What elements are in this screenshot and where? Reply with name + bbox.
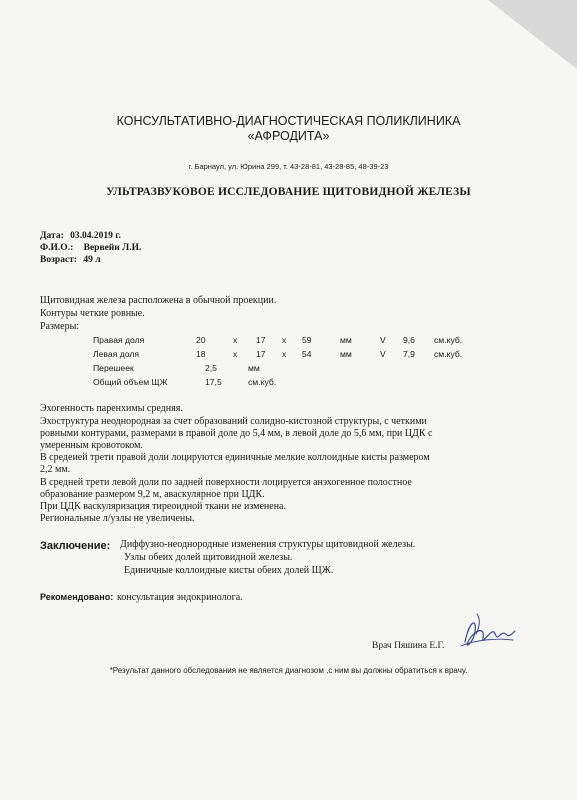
findings-line: В средней трети левой доли по задней поверхности лоцируется анэхогенное полостное — [40, 477, 412, 488]
left-lobe-d3: 54 — [302, 349, 312, 359]
age-row — [40, 255, 101, 265]
findings-line: образование размером 9,2 м, аваскулярное при ЦДК. — [40, 489, 265, 500]
right-lobe-d2: 17 — [256, 335, 266, 345]
name-label: Ф.И.О.: — [40, 243, 74, 253]
intro-line: Контуры четкие ровные. — [40, 308, 145, 319]
conclusion-label: Заключение: — [40, 540, 111, 552]
name-row — [40, 243, 141, 253]
right-lobe-x2: x — [282, 335, 287, 345]
date-value: 03.04.2019 г. — [70, 231, 121, 241]
left-lobe-d2: 17 — [256, 349, 266, 359]
intro-line: Размеры: — [40, 321, 80, 332]
right-lobe-volume-unit: см.куб. — [434, 335, 463, 345]
findings-line: Эхогенность паренхимы средняя. — [40, 403, 183, 414]
findings-line: Региональные л/узлы не увеличены. — [40, 513, 195, 524]
left-lobe-x1: x — [233, 349, 238, 359]
left-lobe-volume: 7,9 — [403, 349, 415, 359]
isthmus-value: 2,5 — [205, 363, 217, 373]
findings-line: Эхоструктура неоднородная за счет образований солидно-кистозной структуры, с четкими — [40, 416, 427, 427]
document-title: УЛЬТРАЗВУКОВОЕ ИССЛЕДОВАНИЕ ЩИТОВИДНОЙ ЖЕЛЕЗЫ — [106, 186, 471, 198]
signature-icon — [455, 610, 520, 660]
findings-line: При ЦДК васкуляризация тиреоидной ткани не изменена. — [40, 501, 286, 512]
recommendation-text: консультация эндокринолога. — [117, 592, 243, 603]
conclusion-line: Единичные коллоидные кисты обеих долей ЩЖ. — [124, 565, 334, 576]
right-lobe-label: Правая доля — [93, 335, 145, 345]
clinic-name-line1: КОНСУЛЬТАТИВНО-ДИАГНОСТИЧЕСКАЯ ПОЛИКЛИНИКА — [116, 114, 461, 128]
doctor-name: Врач Пяшина Е.Г. — [372, 641, 445, 651]
total-volume-unit: см.куб. — [248, 377, 277, 387]
age-label: Возраст: — [40, 255, 77, 265]
left-lobe-volume-unit: см.куб. — [434, 349, 463, 359]
conclusion-line: Диффузно-неоднородные изменения структуры щитовидной железы. — [120, 539, 416, 550]
date-row — [40, 231, 121, 241]
recommendation-label: Рекомендовано: — [40, 592, 114, 602]
findings-line: ровными контурами, размерами в правой доле до 5,4 мм, в левой доле до 5,6 мм, при ЦДК с — [40, 428, 433, 439]
left-lobe-x2: x — [282, 349, 287, 359]
total-volume-label: Общий объем ЩЖ — [93, 377, 168, 387]
name-value: Вервейи Л.И. — [83, 243, 142, 253]
age-value: 49 л — [83, 255, 101, 265]
isthmus-label: Перешеек — [93, 363, 134, 373]
left-lobe-unit: мм — [340, 349, 352, 359]
findings-line: умеренным кровотоком. — [40, 440, 143, 451]
right-lobe-d3: 59 — [302, 335, 312, 345]
clinic-address: г. Барнаул, ул. Юрина 299, т. 43-28-81, 43-28-85, 48-39-23 — [188, 162, 389, 171]
left-lobe-label: Левая доля — [93, 349, 139, 359]
left-lobe-d1: 18 — [196, 349, 206, 359]
right-lobe-x1: x — [233, 335, 238, 345]
left-lobe-v: V — [380, 349, 386, 359]
right-lobe-v: V — [380, 335, 386, 345]
findings-line: В средеией трети правой доли лоцируются единичные мелкие коллоидные кисты размером — [40, 452, 430, 463]
right-lobe-d1: 20 — [196, 335, 206, 345]
right-lobe-volume: 9,6 — [403, 335, 415, 345]
footer-note: *Результат данного обследования не является диагнозом ,с ним вы должны обратиться к врачу. — [109, 666, 468, 675]
findings-line: 2,2 мм. — [40, 464, 71, 475]
total-volume-value: 17,5 — [205, 377, 222, 387]
conclusion-line: Узлы обеих долей щитовидной железы. — [124, 552, 293, 563]
clinic-name-line2: «АФРОДИТА» — [247, 129, 330, 143]
isthmus-unit: мм — [248, 363, 260, 373]
right-lobe-unit: мм — [340, 335, 352, 345]
date-label: Дата: — [40, 231, 64, 241]
intro-line: Щитовидная железа расположена в обычной проекции. — [40, 295, 277, 306]
